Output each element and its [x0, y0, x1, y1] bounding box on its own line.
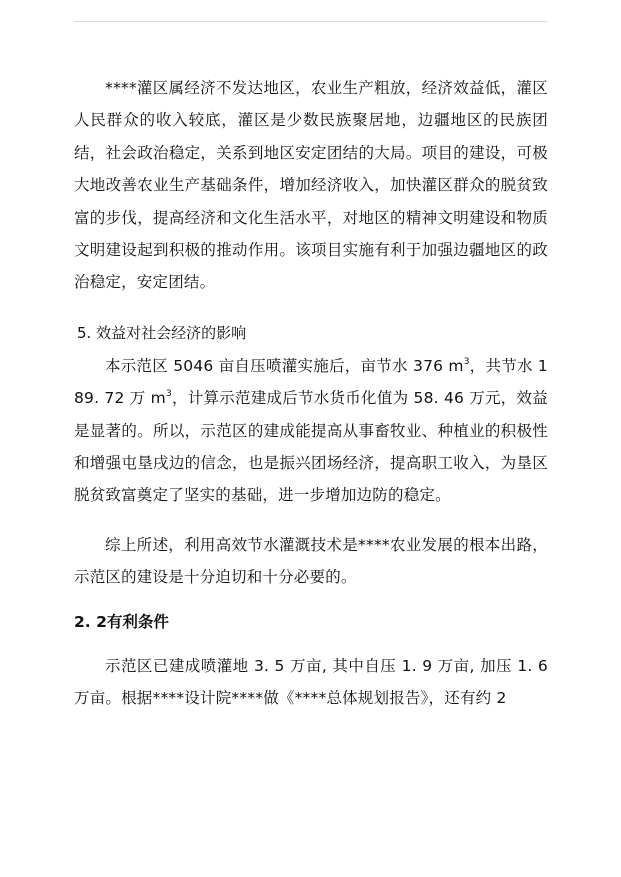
total-savings-text: ，共节水 189. 72 万 m: [74, 356, 548, 408]
section-heading-5: 5. 效益对社会经济的影响: [77, 323, 247, 342]
paragraph-social-benefit: ****灌区属经济不发达地区，农业生产粗放，经济效益低，灌区人民群众的收入较底，灌区是少数民族聚居地，边疆地区的民族团结，社会政治稳定，关系到地区安定团结的大局。项目的建设，可极大地改善农业生产基础条件，增加经济收入，加快灌区群众的脱贫致富的步伐，提高经济和文化生活水平，对地区的精神文明建设和物质文明建设起到积极的推动作用。该项目实施有利于加强边疆地区的政治稳定，安定团结。: [74, 79, 548, 292]
document-page: [74, 72, 548, 715]
paragraph-favorable-conditions: 示范区已建成喷灌地 3. 5 万亩, 其中自压 1. 9 万亩, 加压 1. 6 万亩。根据****设计院****做《****总体规划报告》，还有约 2: [74, 656, 548, 708]
section-heading-2-2: 2. 2有利条件: [74, 612, 169, 631]
paragraph-spacer: [74, 594, 548, 606]
paragraph-spacer: [74, 299, 548, 316]
header-rule: [74, 21, 547, 22]
water-savings-text: 本示范区 5046 亩自压喷灌实施后，亩节水 376 m: [105, 356, 464, 375]
superscript-cubic: 3: [463, 356, 470, 367]
benefit-text: ，计算示范建成后节水货币化值为 58. 46 万元，效益是显著的。所以，示范区的建成能提高从事畜牧业、种植业的积极性和增强屯垦戌边的信念，也是振兴团场经济，提高职工收入，为垦区脱贫致富奠定了坚实的基础，进一步增加边防的稳定。: [74, 389, 548, 505]
paragraph-economic-impact: [74, 350, 548, 512]
superscript-cubic: 3: [165, 389, 172, 400]
paragraph-spacer: [74, 638, 548, 650]
paragraph-spacer: [74, 512, 548, 529]
paragraph-summary: 综上所述，利用高效节水灌溉技术是****农业发展的根本出路，示范区的建设是十分迫切和十分必要的。: [74, 535, 548, 587]
